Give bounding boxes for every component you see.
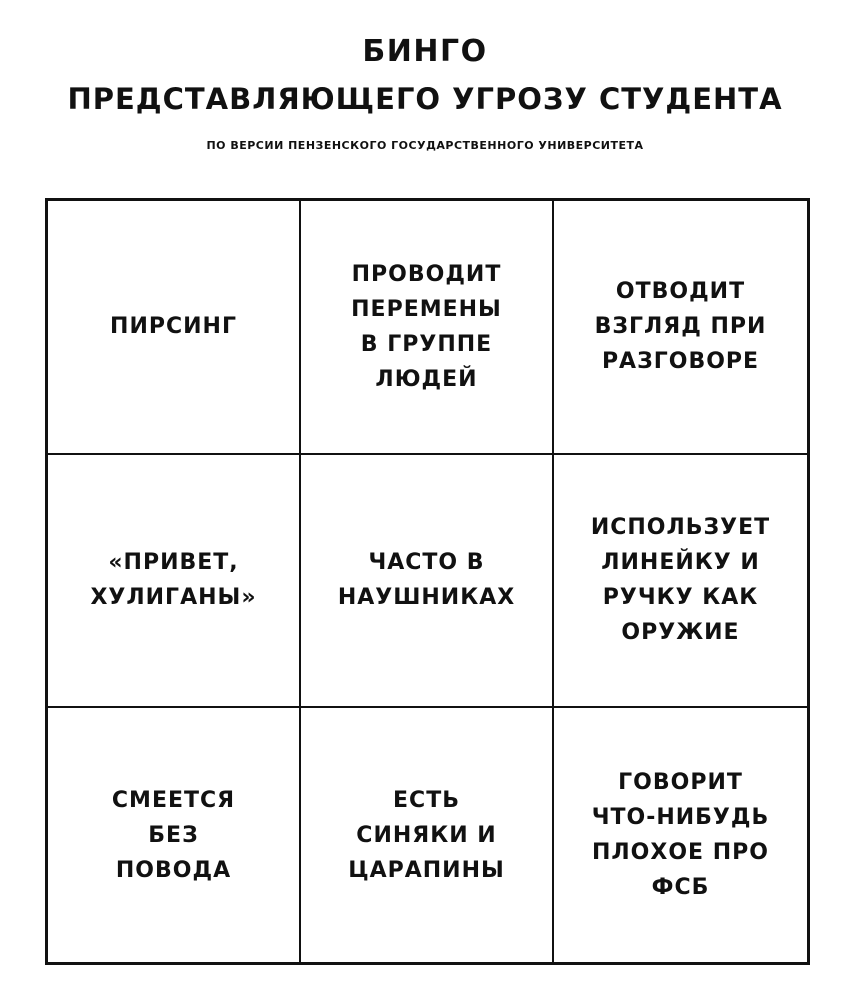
- bingo-cell-avoids-eye-contact: [554, 201, 807, 455]
- title-line-2: ПРЕДСТАВЛЯЮЩЕГО УГРОЗУ СТУДЕНТА: [67, 82, 783, 116]
- bingo-cell-bad-about-fsb: [554, 708, 807, 962]
- bingo-cell-text: ОТВОДИТ ВЗГЛЯД ПРИ РАЗГОВОРЕ: [594, 279, 767, 375]
- title-line-1: БИНГО: [362, 34, 488, 69]
- bingo-cell-piercing: [48, 201, 301, 455]
- bingo-cell-text: «ПРИВЕТ, ХУЛИГАНЫ»: [90, 550, 257, 611]
- bingo-cell-text: ЧАСТО В НАУШНИКАХ: [337, 550, 516, 611]
- bingo-cell-text: ПИРСИНГ: [110, 314, 237, 340]
- bingo-cell-text: ИСПОЛЬЗУЕТ ЛИНЕЙКУ И РУЧКУ КАК ОРУЖИЕ: [590, 515, 771, 646]
- subtitle: ПО ВЕРСИИ ПЕНЗЕНСКОГО ГОСУДАРСТВЕННОГО УНИВЕРСИТЕТА: [206, 139, 644, 152]
- bingo-cell-headphones: [301, 455, 554, 709]
- bingo-cell-group-changes: [301, 201, 554, 455]
- bingo-cell-text: ГОВОРИТ ЧТО-НИБУДЬ ПЛОХОЕ ПРО ФСБ: [591, 770, 770, 901]
- bingo-cell-bruises-scratches: [301, 708, 554, 962]
- bingo-cell-ruler-pen-weapon: [554, 455, 807, 709]
- bingo-cell-hello-hooligans: [48, 455, 301, 709]
- bingo-grid: [45, 198, 810, 965]
- bingo-cell-text: ПРОВОДИТ ПЕРЕМЕНЫ В ГРУППЕ ЛЮДЕЙ: [351, 261, 502, 392]
- bingo-cell-laughs-for-no-reason: [48, 708, 301, 962]
- bingo-cell-text: ЕСТЬ СИНЯКИ И ЦАРАПИНЫ: [348, 787, 505, 883]
- bingo-cell-text: СМЕЕТСЯ БЕЗ ПОВОДА: [111, 787, 236, 883]
